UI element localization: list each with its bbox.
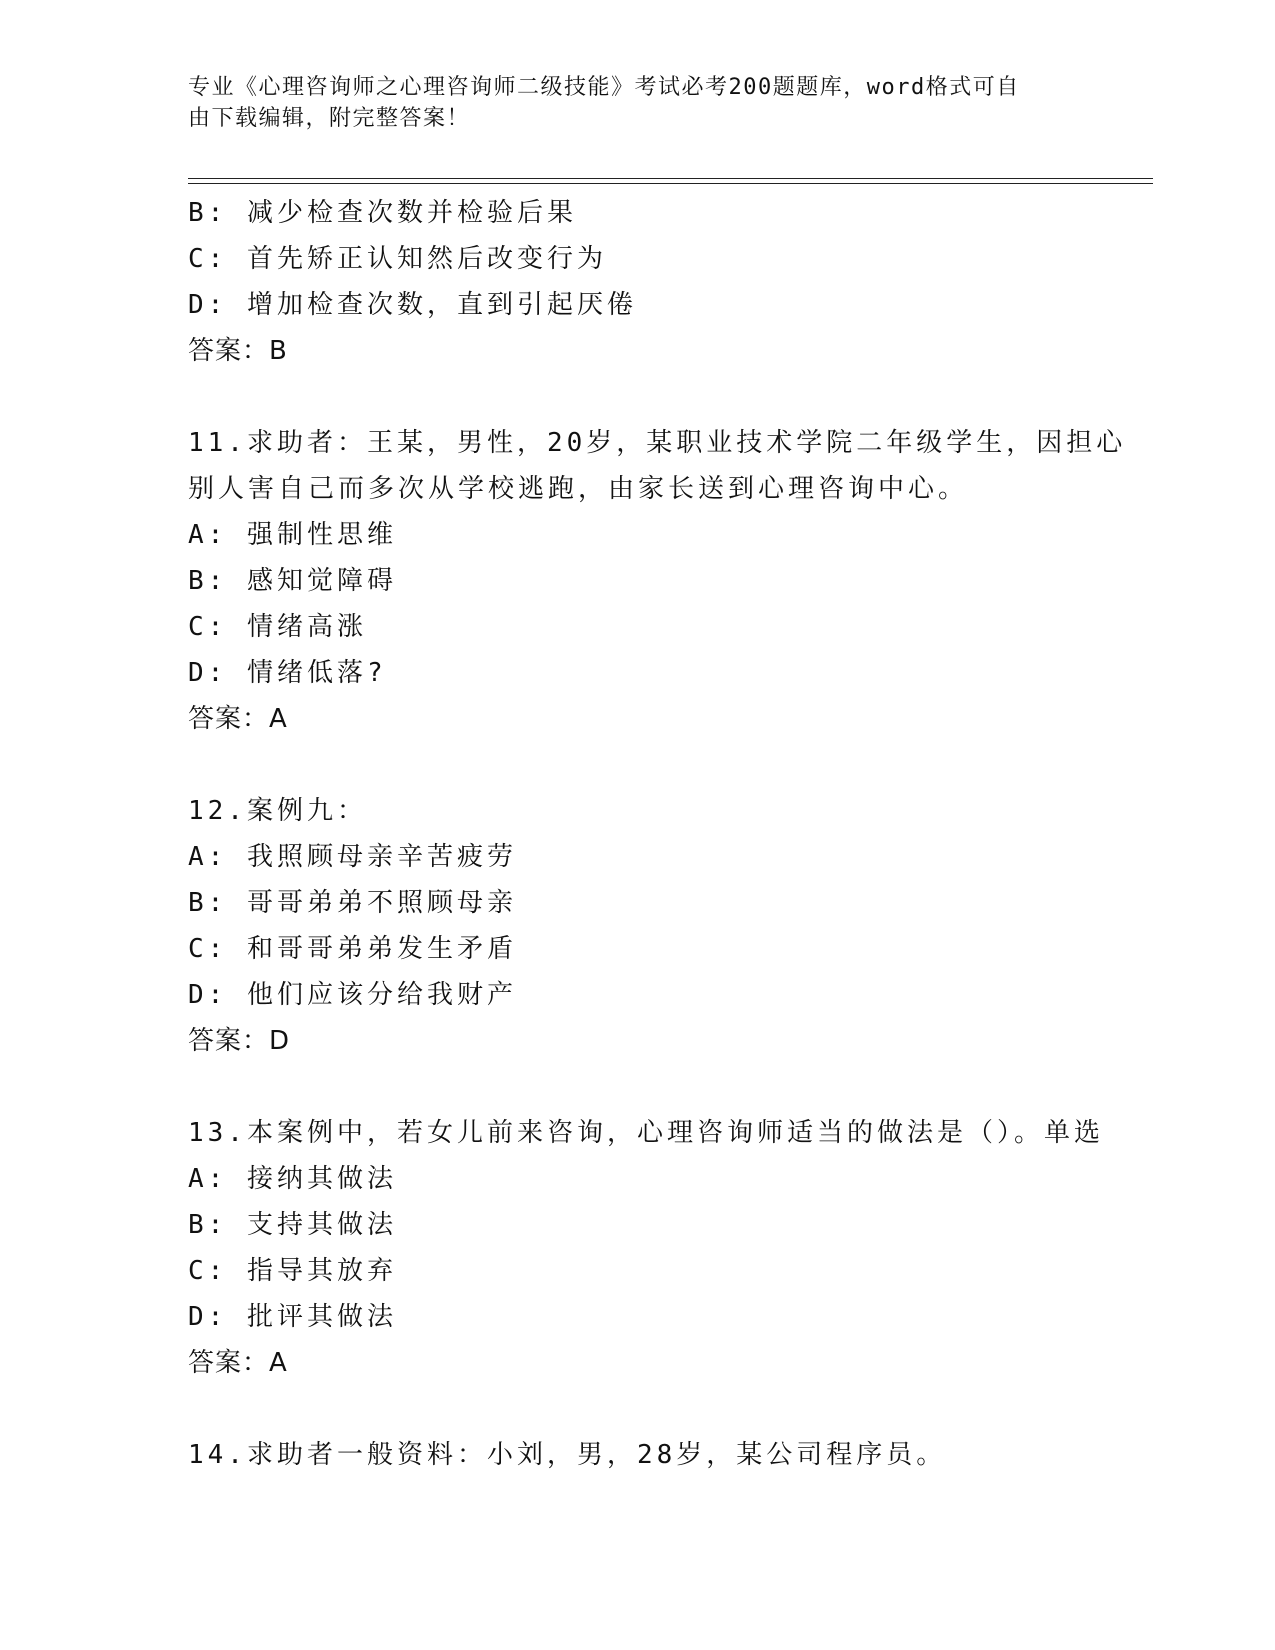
spacer <box>188 374 1148 420</box>
option-b: B: 支持其做法 <box>188 1210 397 1240</box>
question-stem-continued: 别人害自己而多次从学校逃跑，由家长送到心理咨询中心。 <box>188 474 969 504</box>
question-11 <box>188 420 1148 742</box>
question-stem: 12.案例九： <box>188 796 367 826</box>
spacer <box>188 1064 1148 1110</box>
option-c: C: 指导其放弃 <box>188 1256 397 1286</box>
answer-line: 答案：A <box>188 1348 288 1378</box>
question-stem: 13.本案例中，若女儿前来咨询，心理咨询师适当的做法是（）。单选 <box>188 1118 1104 1148</box>
question-list <box>188 190 1148 1478</box>
question-14 <box>188 1432 1148 1478</box>
option-a: A: 接纳其做法 <box>188 1164 397 1194</box>
option-c: C: 情绪高涨 <box>188 612 367 642</box>
prev-question <box>188 190 1148 374</box>
header-line-2: 由下载编辑，附完整答案！ <box>188 106 471 131</box>
option-b: B: 哥哥弟弟不照顾母亲 <box>188 888 517 918</box>
spacer <box>188 1386 1148 1432</box>
header-divider-bottom <box>188 183 1153 184</box>
option-a: A: 强制性思维 <box>188 520 397 550</box>
option-d: D: 他们应该分给我财产 <box>188 980 517 1010</box>
option-d: D: 情绪低落? <box>188 658 387 688</box>
question-12 <box>188 788 1148 1064</box>
option-c: C: 和哥哥弟弟发生矛盾 <box>188 934 517 964</box>
spacer <box>188 742 1148 788</box>
option-d: D: 批评其做法 <box>188 1302 397 1332</box>
question-stem: 11.求助者：王某，男性，20岁，某职业技术学院二年级学生，因担心 <box>188 428 1127 458</box>
header-divider-top <box>188 178 1153 179</box>
option-b: B: 感知觉障碍 <box>188 566 397 596</box>
question-13 <box>188 1110 1148 1386</box>
answer-line: 答案：D <box>188 1026 291 1056</box>
answer-line: 答案：B <box>188 336 288 366</box>
document-header <box>188 72 1068 134</box>
option-b: B: 减少检查次数并检验后果 <box>188 198 577 228</box>
option-d: D: 增加检查次数，直到引起厌倦 <box>188 290 637 320</box>
option-a: A: 我照顾母亲辛苦疲劳 <box>188 842 517 872</box>
question-stem: 14.求助者一般资料：小刘，男，28岁，某公司程序员。 <box>188 1440 947 1470</box>
answer-line: 答案：A <box>188 704 288 734</box>
header-line-1: 专业《心理咨询师之心理咨询师二级技能》考试必考200题题库，word格式可自 <box>188 75 1020 100</box>
option-c: C: 首先矫正认知然后改变行为 <box>188 244 607 274</box>
